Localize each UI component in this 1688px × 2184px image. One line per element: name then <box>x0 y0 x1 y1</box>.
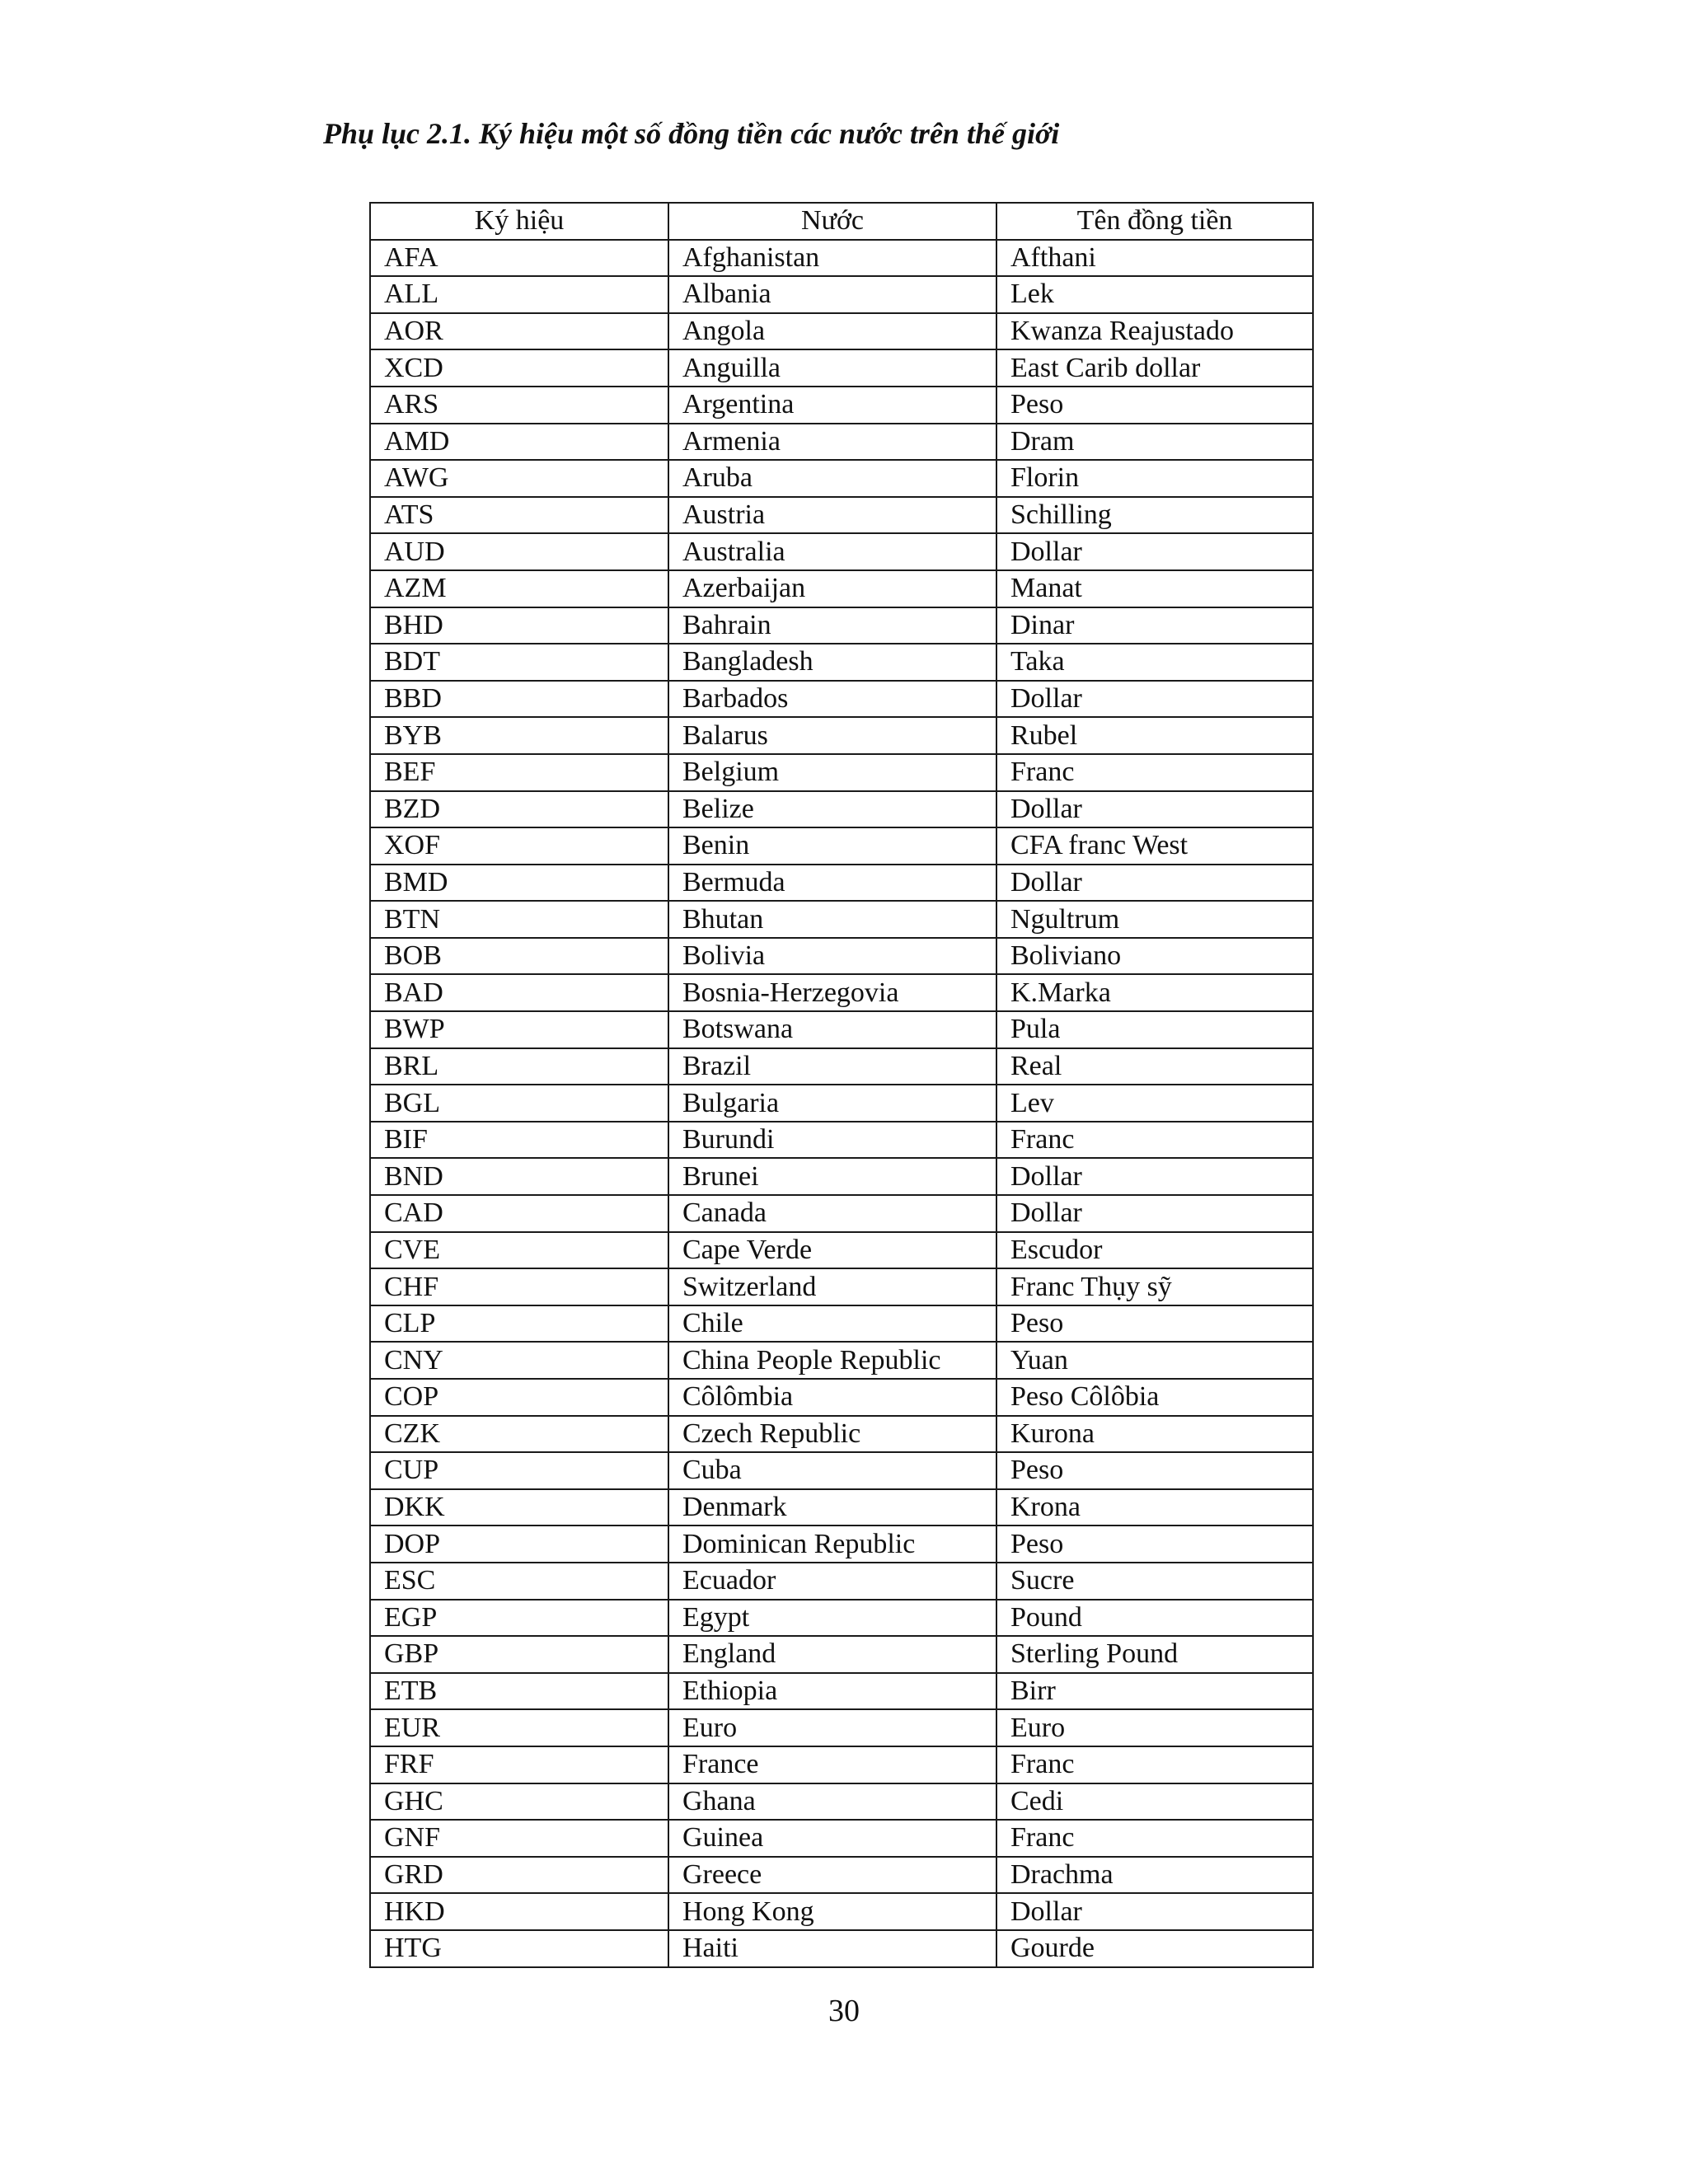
cell-country: Bosnia-Herzegovia <box>668 974 996 1011</box>
cell-country: Canada <box>668 1195 996 1232</box>
cell-country: Bulgaria <box>668 1085 996 1122</box>
cell-symbol: BND <box>370 1158 668 1195</box>
cell-symbol: AFA <box>370 240 668 277</box>
cell-symbol: CVE <box>370 1232 668 1269</box>
cell-country: Chile <box>668 1305 996 1343</box>
cell-currency-name: Florin <box>996 460 1313 497</box>
cell-country: Guinea <box>668 1820 996 1857</box>
cell-country: Angola <box>668 313 996 350</box>
cell-country: Brazil <box>668 1048 996 1085</box>
table-row <box>370 681 1313 718</box>
table-row <box>370 1342 1313 1379</box>
table-row <box>370 1526 1313 1563</box>
cell-country: Bahrain <box>668 607 996 644</box>
cell-country: Czech Republic <box>668 1416 996 1453</box>
cell-country: Haiti <box>668 1930 996 1967</box>
cell-country: Anguilla <box>668 349 996 387</box>
cell-symbol: AZM <box>370 570 668 607</box>
cell-currency-name: Dollar <box>996 1893 1313 1930</box>
table-row <box>370 607 1313 644</box>
cell-country: Armenia <box>668 424 996 461</box>
cell-currency-name: Peso Côlôbia <box>996 1379 1313 1416</box>
cell-symbol: BYB <box>370 717 668 754</box>
table-row <box>370 1085 1313 1122</box>
cell-country: Bangladesh <box>668 644 996 681</box>
table-row <box>370 1048 1313 1085</box>
cell-currency-name: Dollar <box>996 681 1313 718</box>
cell-currency-name: Peso <box>996 1305 1313 1343</box>
table-row <box>370 717 1313 754</box>
table-row <box>370 1158 1313 1195</box>
cell-country: Ghana <box>668 1783 996 1821</box>
cell-symbol: BMD <box>370 865 668 902</box>
cell-currency-name: Ngultrum <box>996 901 1313 938</box>
table-row <box>370 240 1313 277</box>
cell-symbol: AWG <box>370 460 668 497</box>
cell-country: Ecuador <box>668 1563 996 1600</box>
cell-currency-name: Franc Thụy sỹ <box>996 1268 1313 1305</box>
cell-country: China People Republic <box>668 1342 996 1379</box>
cell-currency-name: Cedi <box>996 1783 1313 1821</box>
cell-country: Aruba <box>668 460 996 497</box>
cell-country: Austria <box>668 497 996 534</box>
cell-currency-name: Real <box>996 1048 1313 1085</box>
cell-country: Dominican Republic <box>668 1526 996 1563</box>
cell-currency-name: Boliviano <box>996 938 1313 975</box>
cell-symbol: HTG <box>370 1930 668 1967</box>
cell-symbol: CAD <box>370 1195 668 1232</box>
cell-country: Belgium <box>668 754 996 791</box>
cell-currency-name: Kwanza Reajustado <box>996 313 1313 350</box>
cell-country: Brunei <box>668 1158 996 1195</box>
table-row <box>370 1379 1313 1416</box>
cell-symbol: XOF <box>370 827 668 865</box>
cell-symbol: BEF <box>370 754 668 791</box>
header-symbol: Ký hiệu <box>370 203 668 240</box>
cell-currency-name: Manat <box>996 570 1313 607</box>
table-row <box>370 387 1313 424</box>
cell-symbol: ATS <box>370 497 668 534</box>
table-row <box>370 349 1313 387</box>
cell-symbol: CLP <box>370 1305 668 1343</box>
cell-country: France <box>668 1746 996 1783</box>
cell-currency-name: Sterling Pound <box>996 1636 1313 1673</box>
table-row <box>370 791 1313 828</box>
cell-currency-name: Dollar <box>996 1195 1313 1232</box>
page-number: 30 <box>828 1994 860 2028</box>
cell-currency-name: Krona <box>996 1489 1313 1526</box>
cell-country: Denmark <box>668 1489 996 1526</box>
cell-symbol: CZK <box>370 1416 668 1453</box>
cell-symbol: BDT <box>370 644 668 681</box>
cell-currency-name: Taka <box>996 644 1313 681</box>
cell-symbol: BGL <box>370 1085 668 1122</box>
table-row <box>370 1305 1313 1343</box>
table-row <box>370 1636 1313 1673</box>
table-row <box>370 827 1313 865</box>
cell-country: Australia <box>668 533 996 570</box>
cell-currency-name: Lev <box>996 1085 1313 1122</box>
cell-currency-name: Sucre <box>996 1563 1313 1600</box>
cell-currency-name: Peso <box>996 1526 1313 1563</box>
cell-country: Balarus <box>668 717 996 754</box>
table-row <box>370 938 1313 975</box>
cell-symbol: AUD <box>370 533 668 570</box>
cell-country: Egypt <box>668 1600 996 1637</box>
table-row <box>370 1893 1313 1930</box>
cell-symbol: EGP <box>370 1600 668 1637</box>
cell-symbol: AOR <box>370 313 668 350</box>
table-row <box>370 424 1313 461</box>
cell-symbol: XCD <box>370 349 668 387</box>
cell-country: Bolivia <box>668 938 996 975</box>
table-row <box>370 1820 1313 1857</box>
cell-symbol: ESC <box>370 1563 668 1600</box>
cell-country: Albania <box>668 276 996 313</box>
cell-currency-name: Franc <box>996 1122 1313 1159</box>
table-row <box>370 1416 1313 1453</box>
cell-currency-name: Dollar <box>996 1158 1313 1195</box>
cell-currency-name: Dollar <box>996 533 1313 570</box>
cell-currency-name: Birr <box>996 1673 1313 1710</box>
table-row <box>370 1563 1313 1600</box>
cell-symbol: BZD <box>370 791 668 828</box>
cell-symbol: HKD <box>370 1893 668 1930</box>
table-row <box>370 1122 1313 1159</box>
table-row <box>370 1857 1313 1894</box>
table-row <box>370 497 1313 534</box>
cell-currency-name: Drachma <box>996 1857 1313 1894</box>
currency-table <box>369 202 1314 1968</box>
cell-symbol: BHD <box>370 607 668 644</box>
cell-country: Switzerland <box>668 1268 996 1305</box>
cell-symbol: COP <box>370 1379 668 1416</box>
cell-currency-name: Peso <box>996 1452 1313 1489</box>
table-row <box>370 1709 1313 1746</box>
cell-currency-name: Afthani <box>996 240 1313 277</box>
cell-currency-name: East Carib dollar <box>996 349 1313 387</box>
cell-symbol: BRL <box>370 1048 668 1085</box>
table-row <box>370 1930 1313 1967</box>
cell-symbol: ARS <box>370 387 668 424</box>
cell-country: Barbados <box>668 681 996 718</box>
cell-country: Argentina <box>668 387 996 424</box>
cell-symbol: ALL <box>370 276 668 313</box>
cell-symbol: BBD <box>370 681 668 718</box>
table-row <box>370 1268 1313 1305</box>
header-row <box>370 203 1313 240</box>
cell-country: Côlômbia <box>668 1379 996 1416</box>
cell-country: Bermuda <box>668 865 996 902</box>
cell-symbol: CUP <box>370 1452 668 1489</box>
cell-currency-name: Franc <box>996 754 1313 791</box>
table-row <box>370 1195 1313 1232</box>
cell-country: Azerbaijan <box>668 570 996 607</box>
cell-country: Bhutan <box>668 901 996 938</box>
table-row <box>370 533 1313 570</box>
cell-country: Afghanistan <box>668 240 996 277</box>
cell-currency-name: CFA franc West <box>996 827 1313 865</box>
table-row <box>370 570 1313 607</box>
cell-symbol: GBP <box>370 1636 668 1673</box>
table-header <box>370 203 1313 240</box>
cell-currency-name: Euro <box>996 1709 1313 1746</box>
cell-currency-name: Yuan <box>996 1342 1313 1379</box>
cell-symbol: GNF <box>370 1820 668 1857</box>
cell-currency-name: Dram <box>996 424 1313 461</box>
cell-symbol: CNY <box>370 1342 668 1379</box>
cell-symbol: GHC <box>370 1783 668 1821</box>
cell-currency-name: Schilling <box>996 497 1313 534</box>
table-row <box>370 1783 1313 1821</box>
cell-currency-name: K.Marka <box>996 974 1313 1011</box>
cell-country: Botswana <box>668 1011 996 1048</box>
table-row <box>370 276 1313 313</box>
cell-currency-name: Dollar <box>996 865 1313 902</box>
cell-country: Benin <box>668 827 996 865</box>
cell-country: Cuba <box>668 1452 996 1489</box>
cell-symbol: BOB <box>370 938 668 975</box>
cell-symbol: AMD <box>370 424 668 461</box>
table-row <box>370 1746 1313 1783</box>
cell-currency-name: Peso <box>996 387 1313 424</box>
cell-currency-name: Franc <box>996 1820 1313 1857</box>
cell-country: Greece <box>668 1857 996 1894</box>
table-row <box>370 1452 1313 1489</box>
table-row <box>370 1489 1313 1526</box>
table-row <box>370 1011 1313 1048</box>
cell-country: Burundi <box>668 1122 996 1159</box>
cell-country: Cape Verde <box>668 1232 996 1269</box>
header-country: Nước <box>668 203 996 240</box>
cell-currency-name: Escudor <box>996 1232 1313 1269</box>
cell-currency-name: Pula <box>996 1011 1313 1048</box>
cell-country: Belize <box>668 791 996 828</box>
page-title: Phụ lục 2.1. Ký hiệu một số đồng tiền các nước trên thế giới <box>323 117 1060 150</box>
cell-currency-name: Kurona <box>996 1416 1313 1453</box>
table-row <box>370 974 1313 1011</box>
cell-country: Hong Kong <box>668 1893 996 1930</box>
cell-symbol: BWP <box>370 1011 668 1048</box>
cell-currency-name: Rubel <box>996 717 1313 754</box>
cell-currency-name: Gourde <box>996 1930 1313 1967</box>
cell-symbol: GRD <box>370 1857 668 1894</box>
cell-symbol: DKK <box>370 1489 668 1526</box>
table-row <box>370 865 1313 902</box>
table-row <box>370 901 1313 938</box>
table-body <box>370 240 1313 1967</box>
cell-currency-name: Lek <box>996 276 1313 313</box>
table-row <box>370 460 1313 497</box>
cell-symbol: BIF <box>370 1122 668 1159</box>
cell-symbol: ETB <box>370 1673 668 1710</box>
cell-symbol: DOP <box>370 1526 668 1563</box>
cell-currency-name: Dinar <box>996 607 1313 644</box>
header-currency-name: Tên đồng tiền <box>996 203 1313 240</box>
cell-country: Euro <box>668 1709 996 1746</box>
table-row <box>370 1600 1313 1637</box>
table-row <box>370 1673 1313 1710</box>
cell-symbol: EUR <box>370 1709 668 1746</box>
cell-country: Ethiopia <box>668 1673 996 1710</box>
table-row <box>370 313 1313 350</box>
cell-symbol: FRF <box>370 1746 668 1783</box>
table-row <box>370 754 1313 791</box>
cell-currency-name: Franc <box>996 1746 1313 1783</box>
cell-symbol: BTN <box>370 901 668 938</box>
table-row <box>370 644 1313 681</box>
cell-symbol: BAD <box>370 974 668 1011</box>
cell-currency-name: Dollar <box>996 791 1313 828</box>
cell-currency-name: Pound <box>996 1600 1313 1637</box>
table-row <box>370 1232 1313 1269</box>
cell-country: England <box>668 1636 996 1673</box>
cell-symbol: CHF <box>370 1268 668 1305</box>
